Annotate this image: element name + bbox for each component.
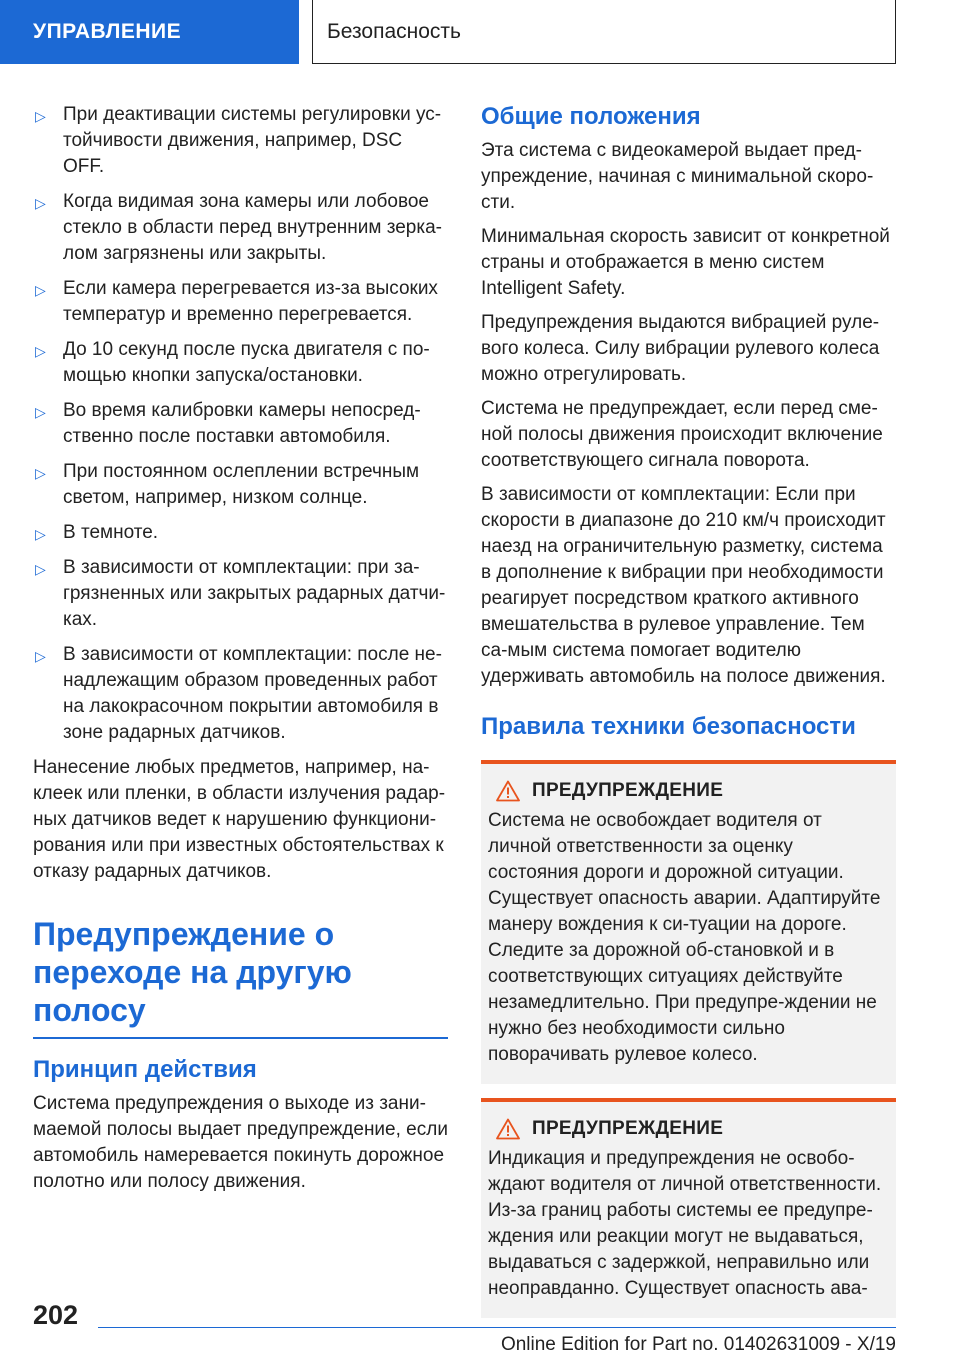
warning-triangle-icon — [496, 780, 520, 802]
triangle-right-icon: ▷ — [35, 526, 46, 542]
triangle-right-icon: ▷ — [35, 465, 46, 481]
warning-title: ПРЕДУПРЕЖДЕНИЕ — [532, 1118, 724, 1139]
warning-spacer — [481, 1084, 896, 1098]
condition-list — [33, 102, 448, 746]
triangle-right-icon: ▷ — [35, 195, 46, 211]
footer-edition: Online Edition for Part no. 01402631009 - X/19 — [500, 1334, 896, 1355]
section-heading: Предупреждение о переходе на другую полосу — [33, 916, 352, 1028]
general-heading: Общие положения — [481, 103, 701, 130]
topic-label: Безопасность — [327, 19, 461, 43]
list-item-text: В зависимости от комплектации: после не-надлежащим образом проведенных работ на лакокрасочном покрытии автомобиля в зоне радарных датчиков. — [63, 644, 442, 743]
triangle-right-icon: ▷ — [35, 404, 46, 420]
list-item-text: До 10 секунд после пуска двигателя с по-мощью кнопки запуска/остановки. — [63, 339, 430, 386]
list-item-text: Если камера перегревается из-за высоких температур и временно перегревается. — [63, 278, 438, 325]
list-item-text: В темноте. — [63, 522, 159, 543]
list-item — [33, 555, 448, 633]
list-item-text: При постоянном ослеплении встречным светом, например, низком солнце. — [63, 461, 420, 508]
body-paragraph: Минимальная скорость зависит от конкретной страны и отображается в меню систем Intelligent Safety. — [481, 226, 890, 299]
body-paragraph: Система не предупреждает, если перед сме-ной полосы движения происходит включение соответствующего сигнала поворота. — [481, 398, 883, 471]
section-label: УПРАВЛЕНИЕ — [33, 20, 182, 43]
triangle-right-icon: ▷ — [35, 343, 46, 359]
list-item — [33, 102, 448, 180]
body-paragraph: В зависимости от комплектации: Если при скорости в диапазоне до 210 км/ч происходит наезд на ограничительную разметку, система в дополнение к вибрации при необходимости реагирует посредством краткого активного вмешательства в рулевое управление. Тем са-мым система помогает водителю удерживать автомобиль на полосе движения. — [481, 484, 886, 687]
body-paragraph: Эта система с видеокамерой выдает пред-упреждение, начиная с минимальной скоро-сти. — [481, 140, 874, 213]
list-item — [33, 520, 448, 546]
subsection-heading: Принцип действия — [33, 1056, 257, 1083]
warning-triangle-icon — [496, 1118, 520, 1140]
page-number: 202 — [33, 1300, 79, 1330]
body-paragraph: Предупреждения выдаются вибрацией руле-вого колеса. Силу вибрации рулевого колеса можно отрегулировать. — [481, 312, 880, 385]
heading-divider — [33, 1037, 448, 1039]
list-item — [33, 642, 448, 746]
warning-header — [488, 1118, 888, 1140]
list-item-text: Когда видимая зона камеры или лобовое стекло в области перед внутренним зерка-лом загрязнены или закрыты. — [63, 191, 442, 264]
right-column — [481, 102, 896, 1318]
warning-box — [481, 760, 896, 1084]
footer-divider — [98, 1327, 896, 1328]
triangle-right-icon: ▷ — [35, 108, 46, 124]
list-item — [33, 337, 448, 389]
radar-paragraph: Нанесение любых предметов, например, на-клеек или пленки, в области излучения радар-ных датчиков ведет к нарушению функциони-рования или при известных обстоятельствах к отказу радарных датчиков. — [33, 757, 446, 882]
warning-text: Индикация и предупреждения не освобо-ждают водителя от личной ответственности. Из-за границ работы системы ее предупре-ждения или реакции могут не выдаваться, выдаваться с задержкой, неправильно или неоправданно. Существует опасность ава- — [488, 1148, 882, 1299]
triangle-right-icon: ▷ — [35, 648, 46, 664]
safety-rules-heading: Правила техники безопасности — [481, 713, 856, 740]
triangle-right-icon: ▷ — [35, 282, 46, 298]
warning-box — [481, 1098, 896, 1318]
topic-tab[interactable] — [312, 0, 896, 64]
list-item — [33, 459, 448, 511]
list-item — [33, 398, 448, 450]
section-tab[interactable] — [0, 0, 299, 64]
list-item — [33, 189, 448, 267]
warning-text: Система не освобождает водителя от личной ответственности за оценку состояния дороги и дорожной ситуации. Существует опасность аварии. Адаптируйте манеру вождения к си-туации на дороге. Следите за дорожной об-становкой и в соответствующих ситуациях действуйте незамедлительно. При предупре-ждении не нужно без необходимости сильно поворачивать рулевое колесо. — [488, 810, 881, 1065]
list-item-text: При деактивации системы регулировки ус-тойчивости движения, например, DSC OFF. — [63, 104, 442, 177]
principle-paragraph: Система предупреждения о выходе из зани-маемой полосы выдает предупреждение, если автомобиль намеревается покинуть дорожное полотно или полосу движения. — [33, 1093, 448, 1192]
left-column — [33, 102, 448, 1203]
list-item-text: В зависимости от комплектации: при за-грязненных или закрытых радарных датчи-ках. — [63, 557, 446, 630]
list-item-text: Во время калибровки камеры непосред-ственно после поставки автомобиля. — [63, 400, 421, 447]
triangle-right-icon: ▷ — [35, 561, 46, 577]
list-item — [33, 276, 448, 328]
warning-header — [488, 780, 888, 802]
warning-title: ПРЕДУПРЕЖДЕНИЕ — [532, 780, 724, 801]
